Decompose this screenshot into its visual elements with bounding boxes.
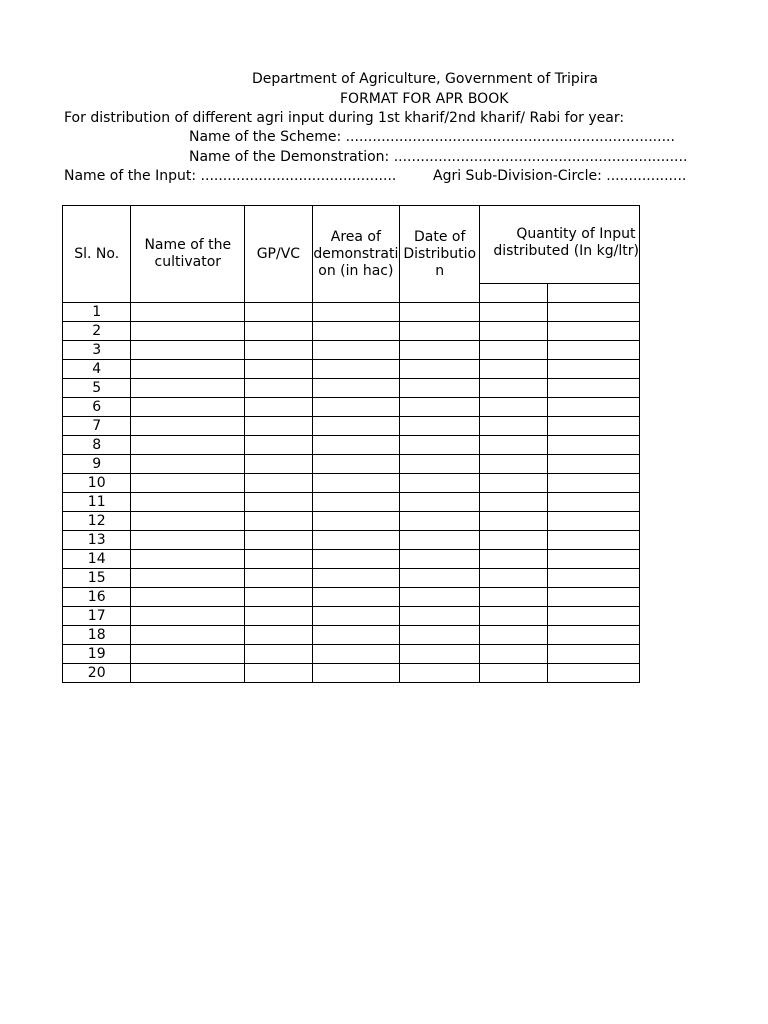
table-row bbox=[63, 474, 640, 493]
table-cell bbox=[480, 379, 548, 398]
table-cell bbox=[548, 493, 640, 512]
table-cell bbox=[480, 360, 548, 379]
table-cell bbox=[400, 645, 480, 664]
table-cell bbox=[131, 588, 245, 607]
table-cell bbox=[480, 398, 548, 417]
table-cell bbox=[548, 531, 640, 550]
table-cell bbox=[480, 493, 548, 512]
table-cell bbox=[548, 417, 640, 436]
table-cell bbox=[400, 569, 480, 588]
input-line: Name of the Input: ............................................ bbox=[64, 168, 397, 184]
header-quantity-sub-2 bbox=[548, 284, 640, 303]
table-row bbox=[63, 512, 640, 531]
table-cell bbox=[400, 322, 480, 341]
table-cell bbox=[312, 550, 400, 569]
table-cell bbox=[480, 512, 548, 531]
row-number: 1 bbox=[63, 303, 131, 322]
distribution-line: For distribution of different agri input during 1st kharif/2nd kharif/ Rabi for year: bbox=[64, 110, 625, 126]
table-cell bbox=[131, 417, 245, 436]
department-title: Department of Agriculture, Government of Tripira bbox=[252, 71, 598, 87]
table-cell bbox=[548, 455, 640, 474]
table-cell bbox=[312, 436, 400, 455]
table-cell bbox=[131, 512, 245, 531]
table-cell bbox=[312, 626, 400, 645]
row-number: 20 bbox=[63, 664, 131, 683]
table-cell bbox=[131, 550, 245, 569]
format-title: FORMAT FOR APR BOOK bbox=[340, 91, 509, 107]
table-row bbox=[63, 322, 640, 341]
table-cell bbox=[245, 550, 312, 569]
table-cell bbox=[548, 341, 640, 360]
table-row bbox=[63, 360, 640, 379]
table-cell bbox=[548, 360, 640, 379]
table-body bbox=[63, 303, 640, 683]
table-cell bbox=[131, 474, 245, 493]
table-cell bbox=[131, 322, 245, 341]
table-cell bbox=[245, 303, 312, 322]
row-number: 17 bbox=[63, 607, 131, 626]
header-quantity-line1: Quantity of Input bbox=[516, 226, 636, 242]
table-cell bbox=[245, 588, 312, 607]
table-cell bbox=[131, 531, 245, 550]
table-row bbox=[63, 417, 640, 436]
row-number: 11 bbox=[63, 493, 131, 512]
row-number: 12 bbox=[63, 512, 131, 531]
table-row bbox=[63, 436, 640, 455]
header-cultivator: Name of the cultivator bbox=[131, 206, 245, 303]
row-number: 19 bbox=[63, 645, 131, 664]
table-row bbox=[63, 531, 640, 550]
table-cell bbox=[400, 360, 480, 379]
table-cell bbox=[480, 588, 548, 607]
table-cell bbox=[131, 303, 245, 322]
table-cell bbox=[245, 398, 312, 417]
table-cell bbox=[245, 626, 312, 645]
scheme-line: Name of the Scheme: .......................................................................... bbox=[189, 129, 675, 145]
table-row bbox=[63, 341, 640, 360]
header-sl-no: Sl. No. bbox=[63, 206, 131, 303]
row-number: 7 bbox=[63, 417, 131, 436]
header-quantity-sub-1 bbox=[480, 284, 548, 303]
apr-table bbox=[62, 205, 640, 683]
table-cell bbox=[245, 341, 312, 360]
table-row bbox=[63, 550, 640, 569]
table-cell bbox=[131, 493, 245, 512]
table-cell bbox=[312, 379, 400, 398]
table-cell bbox=[312, 474, 400, 493]
table-cell bbox=[245, 474, 312, 493]
table-cell bbox=[480, 455, 548, 474]
table-row bbox=[63, 493, 640, 512]
table-cell bbox=[245, 569, 312, 588]
table-cell bbox=[400, 531, 480, 550]
row-number: 14 bbox=[63, 550, 131, 569]
table-cell bbox=[400, 550, 480, 569]
table-cell bbox=[245, 664, 312, 683]
table-cell bbox=[245, 531, 312, 550]
row-number: 18 bbox=[63, 626, 131, 645]
table-cell bbox=[400, 493, 480, 512]
table-cell bbox=[245, 493, 312, 512]
table-row bbox=[63, 303, 640, 322]
table-cell bbox=[548, 322, 640, 341]
table-cell bbox=[548, 512, 640, 531]
table-row bbox=[63, 569, 640, 588]
table-row bbox=[63, 664, 640, 683]
table-cell bbox=[131, 360, 245, 379]
row-number: 9 bbox=[63, 455, 131, 474]
table-cell bbox=[548, 379, 640, 398]
table-cell bbox=[312, 512, 400, 531]
table-cell bbox=[400, 398, 480, 417]
table-cell bbox=[400, 341, 480, 360]
row-number: 16 bbox=[63, 588, 131, 607]
table-cell bbox=[131, 341, 245, 360]
table-cell bbox=[131, 436, 245, 455]
row-number: 15 bbox=[63, 569, 131, 588]
table-cell bbox=[548, 607, 640, 626]
table-cell bbox=[480, 607, 548, 626]
table-cell bbox=[312, 455, 400, 474]
table-cell bbox=[480, 531, 548, 550]
table-row bbox=[63, 455, 640, 474]
header-date: Date of Distributio n bbox=[400, 206, 480, 303]
table-cell bbox=[312, 569, 400, 588]
table-cell bbox=[131, 455, 245, 474]
table-cell bbox=[400, 474, 480, 493]
table-cell bbox=[548, 303, 640, 322]
table-row bbox=[63, 588, 640, 607]
table-cell bbox=[400, 626, 480, 645]
table-cell bbox=[548, 626, 640, 645]
table-cell bbox=[131, 398, 245, 417]
table-cell bbox=[480, 417, 548, 436]
table-cell bbox=[245, 645, 312, 664]
table-cell bbox=[548, 569, 640, 588]
table-cell bbox=[548, 550, 640, 569]
table-cell bbox=[400, 379, 480, 398]
table-cell bbox=[400, 607, 480, 626]
table-cell bbox=[312, 303, 400, 322]
row-number: 13 bbox=[63, 531, 131, 550]
table-cell bbox=[245, 379, 312, 398]
table-cell bbox=[312, 360, 400, 379]
table-cell bbox=[548, 645, 640, 664]
table-cell bbox=[131, 607, 245, 626]
table-row bbox=[63, 645, 640, 664]
table-cell bbox=[400, 303, 480, 322]
table-cell bbox=[480, 303, 548, 322]
row-number: 5 bbox=[63, 379, 131, 398]
table-cell bbox=[312, 664, 400, 683]
table-cell bbox=[400, 588, 480, 607]
row-number: 2 bbox=[63, 322, 131, 341]
header-quantity-line2: distributed (In kg/ltr) bbox=[493, 243, 639, 259]
row-number: 6 bbox=[63, 398, 131, 417]
table-cell bbox=[312, 493, 400, 512]
table-cell bbox=[548, 588, 640, 607]
table-cell bbox=[312, 531, 400, 550]
header-quantity bbox=[480, 206, 640, 284]
table-row bbox=[63, 398, 640, 417]
header-area: Area of demonstrati on (in hac) bbox=[312, 206, 400, 303]
table-cell bbox=[245, 436, 312, 455]
table-cell bbox=[548, 664, 640, 683]
table-cell bbox=[245, 417, 312, 436]
table-cell bbox=[312, 607, 400, 626]
table-cell bbox=[245, 455, 312, 474]
table-cell bbox=[548, 398, 640, 417]
table-cell bbox=[312, 417, 400, 436]
table-cell bbox=[480, 341, 548, 360]
table-cell bbox=[480, 569, 548, 588]
table-cell bbox=[131, 626, 245, 645]
table-cell bbox=[245, 607, 312, 626]
table-cell bbox=[480, 474, 548, 493]
table-cell bbox=[245, 322, 312, 341]
table-cell bbox=[480, 626, 548, 645]
row-number: 3 bbox=[63, 341, 131, 360]
table-cell bbox=[400, 417, 480, 436]
table-row bbox=[63, 607, 640, 626]
table-cell bbox=[312, 322, 400, 341]
table-cell bbox=[480, 550, 548, 569]
table-cell bbox=[548, 436, 640, 455]
table-cell bbox=[312, 588, 400, 607]
demonstration-line: Name of the Demonstration: .................................................................. bbox=[189, 149, 688, 165]
table-cell bbox=[480, 436, 548, 455]
table-cell bbox=[245, 360, 312, 379]
table-cell bbox=[312, 341, 400, 360]
subdivision-line: Agri Sub-Division-Circle: .................. bbox=[433, 168, 687, 184]
table-cell bbox=[245, 512, 312, 531]
table-cell bbox=[400, 664, 480, 683]
table-row bbox=[63, 626, 640, 645]
table-cell bbox=[400, 436, 480, 455]
table-cell bbox=[131, 645, 245, 664]
row-number: 10 bbox=[63, 474, 131, 493]
table-cell bbox=[480, 322, 548, 341]
table-cell bbox=[480, 645, 548, 664]
table-cell bbox=[548, 474, 640, 493]
table-cell bbox=[131, 379, 245, 398]
row-number: 8 bbox=[63, 436, 131, 455]
table-cell bbox=[312, 645, 400, 664]
header-gpvc: GP/VC bbox=[245, 206, 312, 303]
table-cell bbox=[400, 512, 480, 531]
table-row bbox=[63, 379, 640, 398]
row-number: 4 bbox=[63, 360, 131, 379]
table-cell bbox=[131, 664, 245, 683]
table-cell bbox=[131, 569, 245, 588]
table-cell bbox=[400, 455, 480, 474]
table-cell bbox=[480, 664, 548, 683]
table-cell bbox=[312, 398, 400, 417]
